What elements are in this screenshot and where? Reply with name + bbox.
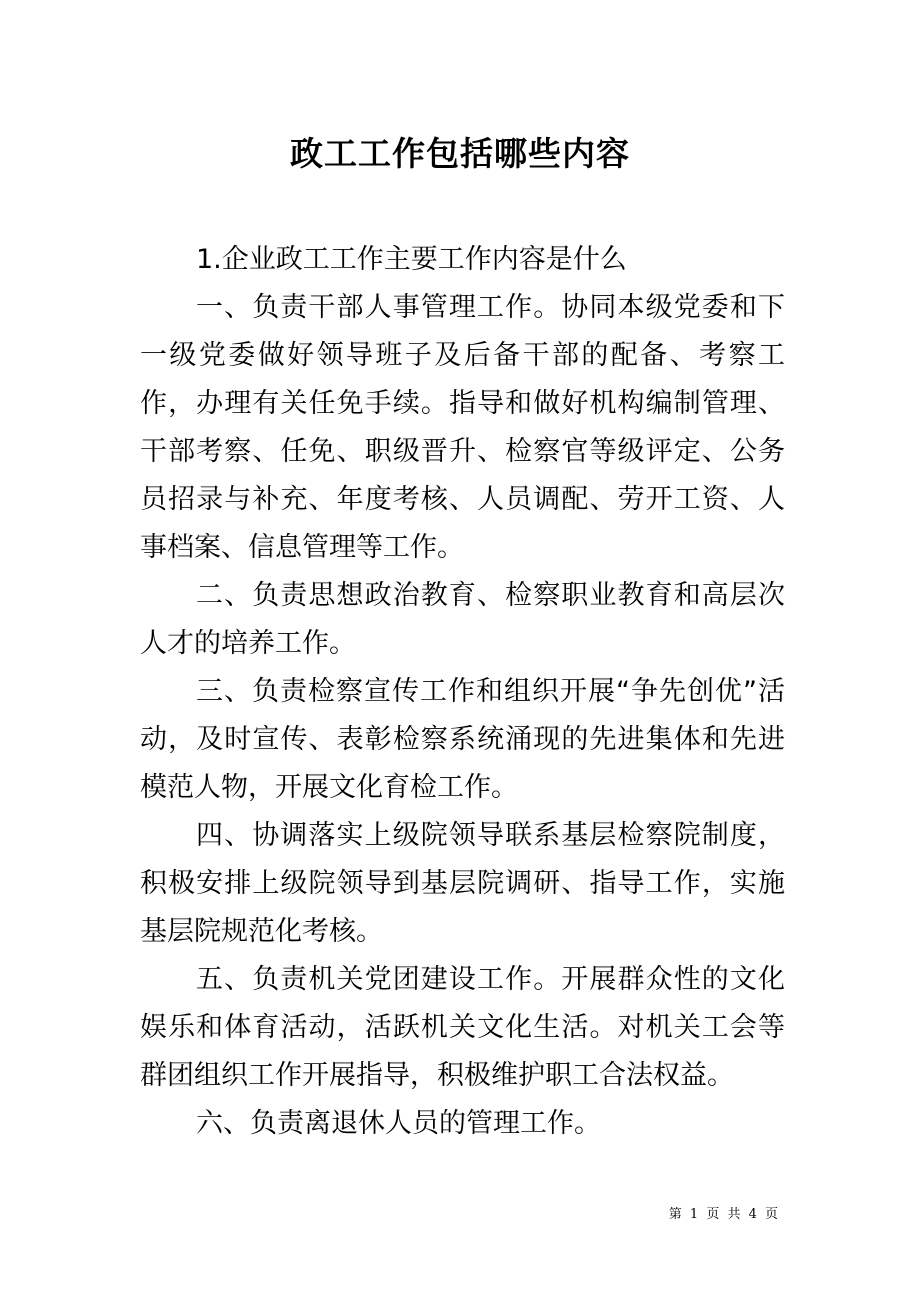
paragraph-item-6: 六、负责离退休人员的管理工作。 (196, 1108, 601, 1139)
paragraph-item-2: 二、负责思想政治教育、检察职业教育和高层次人才的培养工作。 (140, 580, 785, 659)
paragraph-item-4: 四、协调落实上级院领导联系基层检察院制度，积极安排上级院领导到基层院调研、指导工作，实施基层院规范化考核。 (140, 820, 785, 947)
paragraph-item-1: 一、负责干部人事管理工作。协同本级党委和下一级党委做好领导班子及后备干部的配备、考察工作，办理有关任免手续。指导和做好机构编制管理、干部考察、任免、职级晋升、检察官等级评定、公务员招录与补充、年度考核、人员调配、劳开工资、人事档案、信息管理等工作。 (140, 292, 785, 563)
document-body (140, 236, 785, 1148)
document-title: 政工工作包括哪些内容 (290, 134, 630, 173)
paragraph-item-5: 五、负责机关党团建设工作。开展群众性的文化娱乐和体育活动，活跃机关文化生活。对机关工会等群团组织工作开展指导，积极维护职工合法权益。 (140, 964, 785, 1091)
page-number-footer: 第 1 页 共 4 页 (668, 1207, 780, 1222)
paragraph-heading: 1.企业政工工作主要工作内容是什么 (196, 244, 627, 275)
paragraph-item-3: 三、负责检察宣传工作和组织开展“争先创优”活动，及时宣传、表彰检察系统涌现的先进集体和先进模范人物，开展文化育检工作。 (140, 676, 785, 803)
